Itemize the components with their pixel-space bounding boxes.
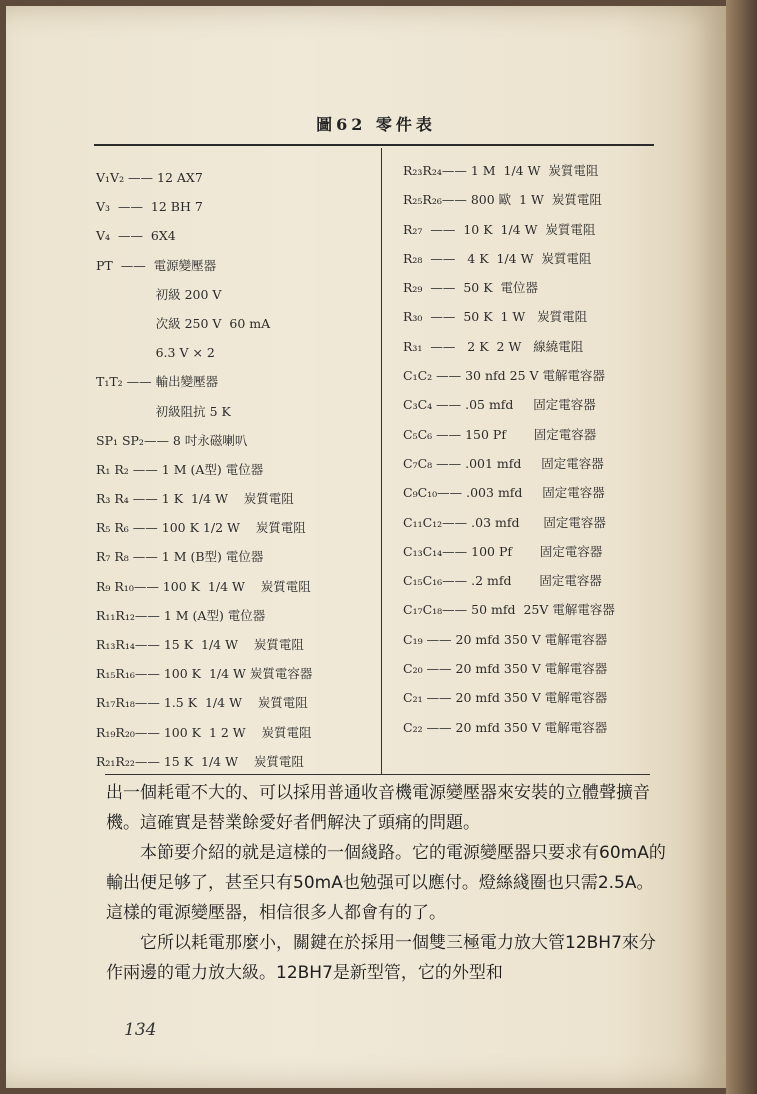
part-entry: C₁C₂ —— 30 nfd 25 V 電解電容器 — [403, 368, 606, 384]
column-divider — [381, 148, 382, 774]
part-entry: R₁₅R₁₆—— 100 K 1/4 W 炭質電容器 — [96, 666, 313, 682]
part-entry: R₂₁R₂₂—— 15 K 1/4 W 炭質電阻 — [96, 753, 304, 769]
part-entry: C₂₂ —— 20 mfd 350 V 電解電容器 — [403, 719, 608, 735]
book-page — [6, 6, 726, 1088]
part-entry: R₂₇ —— 10 K 1/4 W 炭質電阻 — [403, 221, 596, 237]
part-entry: R₃₀ —— 50 K 1 W 炭質電阻 — [403, 309, 588, 325]
parts-list-left — [96, 163, 376, 776]
part-entry: R₃₁ —— 2 K 2 W 線繞電阻 — [403, 338, 584, 354]
book-spine — [726, 0, 757, 1094]
part-entry: C₁₁C₁₂—— .03 mfd 固定電容器 — [403, 514, 606, 530]
part-entry: R₁ R₂ —— 1 M (A型) 電位器 — [96, 461, 264, 477]
body-text — [106, 778, 666, 988]
part-entry: T₁T₂ —— 輸出變壓器 — [96, 374, 219, 390]
part-entry: R₃ R₄ —— 1 K 1/4 W 炭質電阻 — [96, 491, 294, 507]
part-entry: C₁₇C₁₈—— 50 mfd 25V 電解電容器 — [403, 602, 615, 618]
part-entry: R₁₇R₁₈—— 1.5 K 1/4 W 炭質電阻 — [96, 695, 308, 711]
page-number: 134 — [124, 1020, 157, 1040]
paragraph: 出一個耗電不大的、可以採用普通收音機電源變壓器來安裝的立體聲擴音機。這確實是替業餘愛好者們解決了頭痛的問題。 — [106, 783, 650, 833]
part-entry: R₁₉R₂₀—— 100 K 1 2 W 炭質電阻 — [96, 724, 312, 740]
part-entry: R₅ R₆ —— 100 K 1/2 W 炭質電阻 — [96, 520, 306, 536]
table-top-rule — [94, 144, 654, 146]
part-entry: C₁₅C₁₆—— .2 mfd 固定電容器 — [403, 573, 602, 589]
part-entry: R₂₃R₂₄—— 1 M 1/4 W 炭質電阻 — [403, 163, 599, 178]
part-entry: R₂₅R₂₆—— 800 歐 1 W 炭質電阻 — [403, 192, 602, 208]
parts-list-right — [403, 156, 653, 742]
part-entry: PT —— 電源變壓器 — [96, 257, 217, 273]
part-entry: R₁₁R₁₂—— 1 M (A型) 電位器 — [96, 607, 266, 623]
part-entry: C₂₀ —— 20 mfd 350 V 電解電容器 — [403, 661, 608, 677]
part-entry: R₉ R₁₀—— 100 K 1/4 W 炭質電阻 — [96, 578, 311, 594]
part-entry: 初級阻抗 5 K — [96, 403, 231, 419]
part-entry: C₇C₈ —— .001 mfd 固定電容器 — [403, 455, 604, 471]
part-entry: C₂₁ —— 20 mfd 350 V 電解電容器 — [403, 690, 608, 706]
part-entry: R₇ R₈ —— 1 M (B型) 電位器 — [96, 549, 264, 565]
part-entry: C₁₉ —— 20 mfd 350 V 電解電容器 — [403, 631, 608, 647]
part-entry: V₄ —— 6X4 — [96, 228, 176, 244]
part-entry: SP₁ SP₂—— 8 吋永磁喇叭 — [96, 432, 248, 448]
paragraph: 它所以耗電那麼小，關鍵在於採用一個雙三極電力放大管12BH7來分作兩邊的電力放大級。12BH7是新型管，它的外型和 — [106, 933, 656, 983]
table-title: 圖62 零件表 — [316, 115, 436, 134]
part-entry: C₃C₄ —— .05 mfd 固定電容器 — [403, 397, 596, 413]
part-entry: R₂₈ —— 4 K 1/4 W 炭質電阻 — [403, 250, 592, 266]
part-entry: V₁V₂ —— 12 AX7 — [96, 170, 203, 185]
part-entry: C₅C₆ —— 150 Pf 固定電容器 — [403, 426, 597, 442]
part-entry: C₉C₁₀—— .003 mfd 固定電容器 — [403, 485, 605, 501]
part-entry: C₁₃C₁₄—— 100 Pf 固定電容器 — [403, 543, 603, 559]
part-entry: R₁₃R₁₄—— 15 K 1/4 W 炭質電阻 — [96, 637, 304, 652]
paragraph: 本節要介紹的就是這樣的一個綫路。它的電源變壓器只要求有60mA的輸出便足够了，甚至只有50mA也勉强可以應付。燈絲綫圈也只需2.5A。這樣的電源變壓器，相信很多人都會有的了。 — [106, 843, 666, 923]
part-entry: 次級 250 V 60 mA — [96, 315, 271, 331]
part-entry: 6.3 V × 2 — [96, 345, 215, 361]
part-entry: R₂₉ —— 50 K 電位器 — [403, 280, 538, 296]
part-entry: 初級 200 V — [96, 286, 222, 302]
part-entry: V₃ —— 12 BH 7 — [96, 199, 203, 215]
